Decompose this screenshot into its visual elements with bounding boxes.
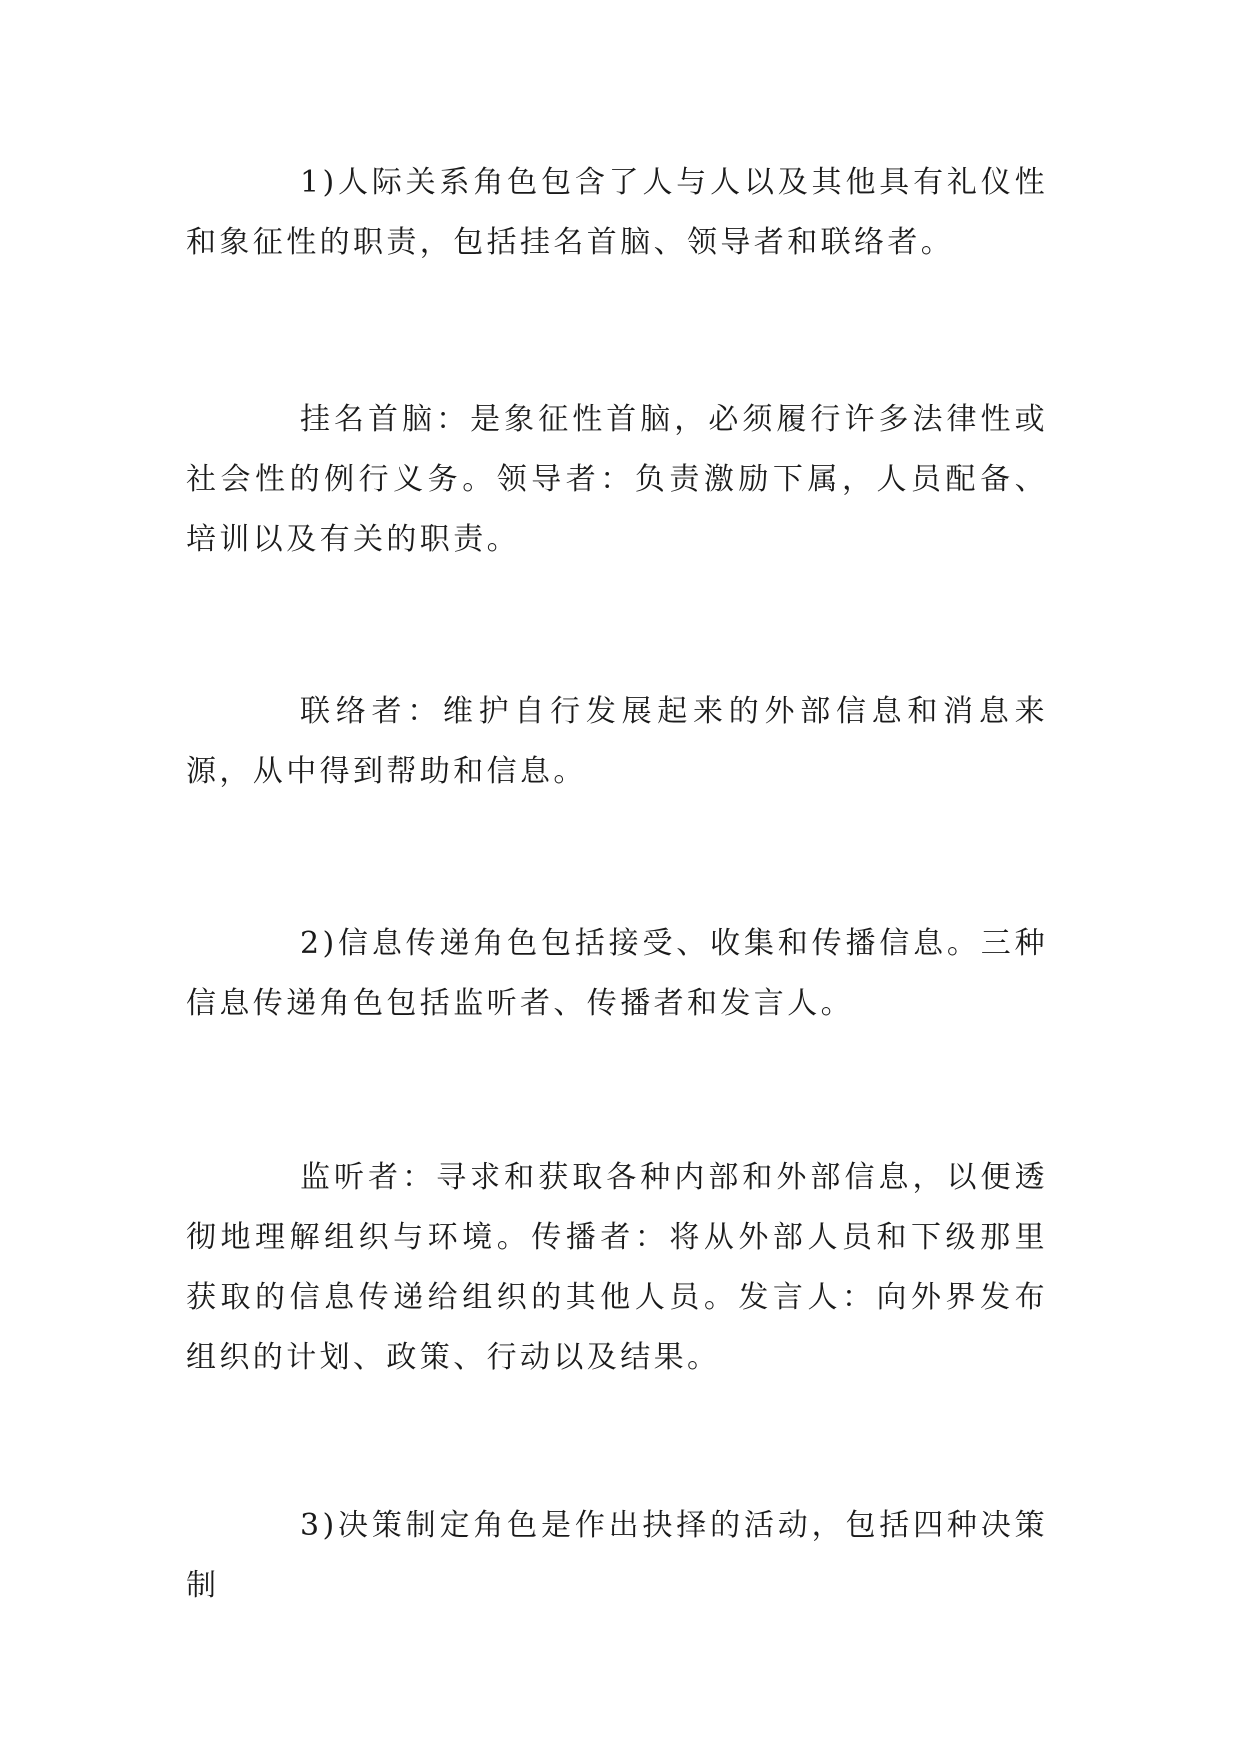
paragraph-figurehead-leader: 挂名首脑：是象征性首脑，必须履行许多法律性或社会性的例行义务。领导者：负责激励下属，人员配备、培训以及有关的职责。 bbox=[186, 402, 1048, 557]
paragraph-decisional-roles: 3)决策制定角色是作出抉择的活动，包括四种决策制 bbox=[186, 1508, 1048, 1603]
paragraph-informational-roles: 2)信息传递角色包括接受、收集和传播信息。三种信息传递角色包括监听者、传播者和发言人。 bbox=[186, 926, 1048, 1021]
paragraph-monitor-disseminator-spokesperson: 监听者：寻求和获取各种内部和外部信息，以便透彻地理解组织与环境。传播者：将从外部人员和下级那里获取的信息传递给组织的其他人员。发言人：向外界发布组织的计划、政策、行动以及结果。 bbox=[186, 1160, 1048, 1375]
paragraph-interpersonal-roles: 1)人际关系角色包含了人与人以及其他具有礼仪性和象征性的职责，包括挂名首脑、领导者和联络者。 bbox=[186, 165, 1048, 260]
paragraph-liaison: 联络者：维护自行发展起来的外部信息和消息来源，从中得到帮助和信息。 bbox=[186, 694, 1048, 789]
